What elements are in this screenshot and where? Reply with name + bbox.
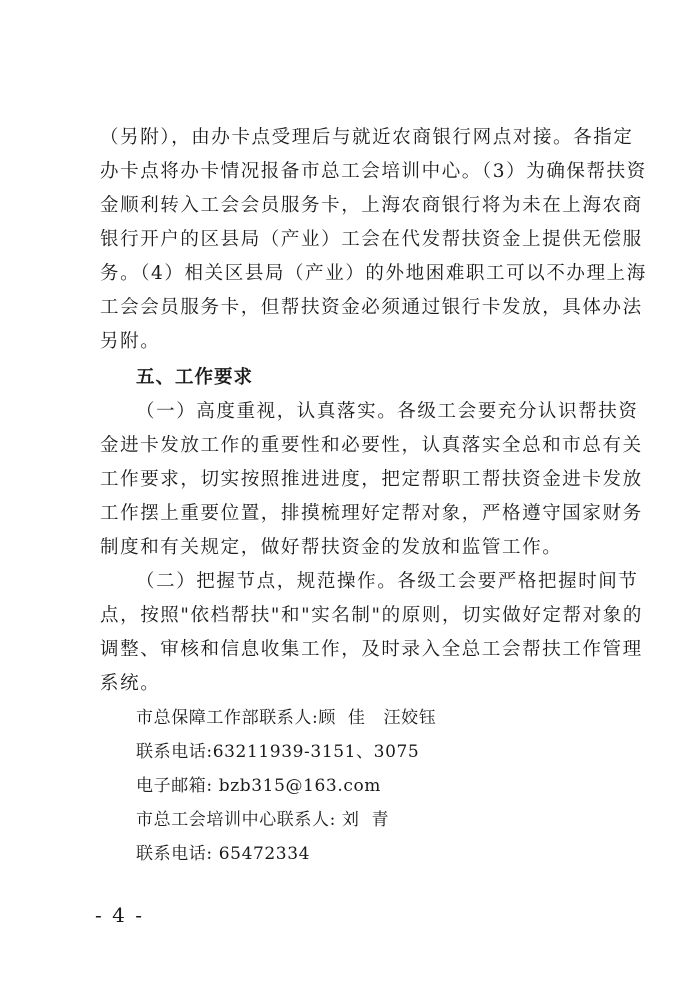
paragraph-1-line: 务。（4）相关区县局（产业）的外地困难职工可以不办理上海 bbox=[100, 263, 647, 284]
paragraph-1-line: 银行开户的区县局（产业）工会在代发帮扶资金上提供无偿服 bbox=[100, 229, 643, 250]
section-heading: 五、工作要求 bbox=[136, 367, 254, 388]
paragraph-2-line: 工作摆上重要位置，排摸梳理好定帮对象，严格遵守国家财务 bbox=[100, 503, 643, 524]
paragraph-2-line: 工作要求，切实按照推进进度，把定帮职工帮扶资金进卡发放 bbox=[100, 469, 643, 490]
contact-line: 市总保障工作部联系人:顾 佳 汪姣钰 bbox=[136, 708, 437, 728]
paragraph-3-line: （二）把握节点，规范操作。各级工会要严格把握时间节 bbox=[136, 571, 639, 592]
contact-line: 联系电话:63211939-3151、3075 bbox=[136, 742, 420, 762]
paragraph-1-line: 办卡点将办卡情况报备市总工会培训中心。（3）为确保帮扶资 bbox=[100, 161, 647, 182]
paragraph-1-line: 金顺利转入工会会员服务卡，上海农商银行将为未在上海农商 bbox=[100, 195, 643, 216]
paragraph-2-line: 制度和有关规定，做好帮扶资金的发放和监管工作。 bbox=[100, 537, 563, 558]
paragraph-1-line: （另附），由办卡点受理后与就近农商银行网点对接。各指定 bbox=[100, 127, 634, 148]
paragraph-3-line: 系统。 bbox=[100, 673, 161, 694]
paragraph-2-line: （一）高度重视，认真落实。各级工会要充分认识帮扶资 bbox=[136, 401, 639, 422]
paragraph-3-line: 点，按照"依档帮扶"和"实名制"的原则，切实做好定帮对象的 bbox=[100, 605, 643, 626]
paragraph-1-line: 另附。 bbox=[100, 331, 161, 352]
paragraph-1-line: 工会会员服务卡，但帮扶资金必须通过银行卡发放，具体办法 bbox=[100, 297, 643, 318]
paragraph-2-line: 金进卡发放工作的重要性和必要性，认真落实全总和市总有关 bbox=[100, 435, 643, 456]
contact-line: 市总工会培训中心联系人: 刘 青 bbox=[136, 810, 390, 830]
paragraph-3-line: 调整、审核和信息收集工作，及时录入全总工会帮扶工作管理 bbox=[100, 639, 643, 660]
contact-line: 电子邮箱: bzb315@163.com bbox=[136, 776, 382, 796]
contact-line: 联系电话: 65472334 bbox=[136, 844, 311, 864]
page-number: - 4 - bbox=[95, 903, 144, 927]
